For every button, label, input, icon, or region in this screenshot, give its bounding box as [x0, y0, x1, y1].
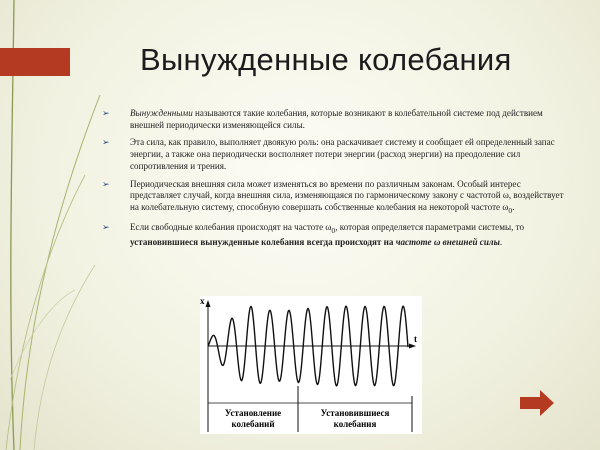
- paragraph-1: [102, 108, 572, 131]
- oscillation-graph: [200, 296, 422, 434]
- next-slide-button[interactable]: [520, 390, 554, 416]
- paragraph-3: ➢ Периодическая внешняя сила может изменяться во времени по различным законам. Особый интерес представляет случай, когда внешняя сила, изменяющаяся по гармоническому закону с частотой ω, воздействует на колебательную систему, способную совершать собственные колебания на некоторой частоте $\omega_0$.: [102, 178, 564, 215]
- arrow-bullet-icon: ➢: [102, 108, 110, 118]
- x-axis-arrow: [409, 344, 416, 349]
- next-arrow-icon[interactable]: [520, 390, 554, 416]
- arrow-bullet-icon: ➢: [102, 137, 110, 148]
- paragraph-4: ➢ Если свободные колебания происходят на частоте $\omega_0$, которая определяется параметрами системы, то установившиеся вынужденные колебания всегда происходят на частоте ω внешней силы.: [102, 222, 525, 247]
- y-axis-label: x: [200, 296, 205, 306]
- omega0-symbol: ω: [502, 201, 509, 212]
- paragraph-2-text: Эта сила, как правило, выполняет двоякую роль: она раскачивает систему и сообщает ей определенный запас энергии, а также она периодически восполняет потери энергии (расход энергии) на преодоление сил сопротивления и трения.: [130, 137, 555, 171]
- x-axis-label: t: [414, 334, 417, 344]
- left-region-label-1: Установление: [224, 408, 282, 418]
- right-region-label-2: колебания: [333, 419, 377, 429]
- left-region-label-2: колебаний: [231, 419, 275, 429]
- right-region-label-1: Установившиеся: [320, 408, 390, 418]
- arrow-bullet-icon: ➢: [102, 178, 110, 189]
- slide-title: Вынужденные колебания: [140, 42, 512, 77]
- slide-content: [102, 108, 572, 255]
- paragraph-2: [102, 137, 572, 172]
- omega-symbol: ω: [502, 190, 509, 201]
- term-italic: Вынужденными: [130, 108, 193, 118]
- title-accent-tag: [0, 48, 70, 76]
- key-statement: установившиеся вынужденные колебания всегда происходят на: [130, 236, 396, 247]
- arrow-bullet-icon: ➢: [102, 222, 110, 233]
- paragraph-1-text: называются такие колебания, которые возникают в колебательной системе под действием внешней периодически изменяющейся силы.: [130, 108, 543, 130]
- omega0-symbol: ω: [325, 222, 332, 233]
- y-axis-arrow: [206, 300, 211, 307]
- key-statement-italic: частоте ω внешней силы: [395, 236, 500, 247]
- oscillation-graph-svg: [200, 296, 422, 434]
